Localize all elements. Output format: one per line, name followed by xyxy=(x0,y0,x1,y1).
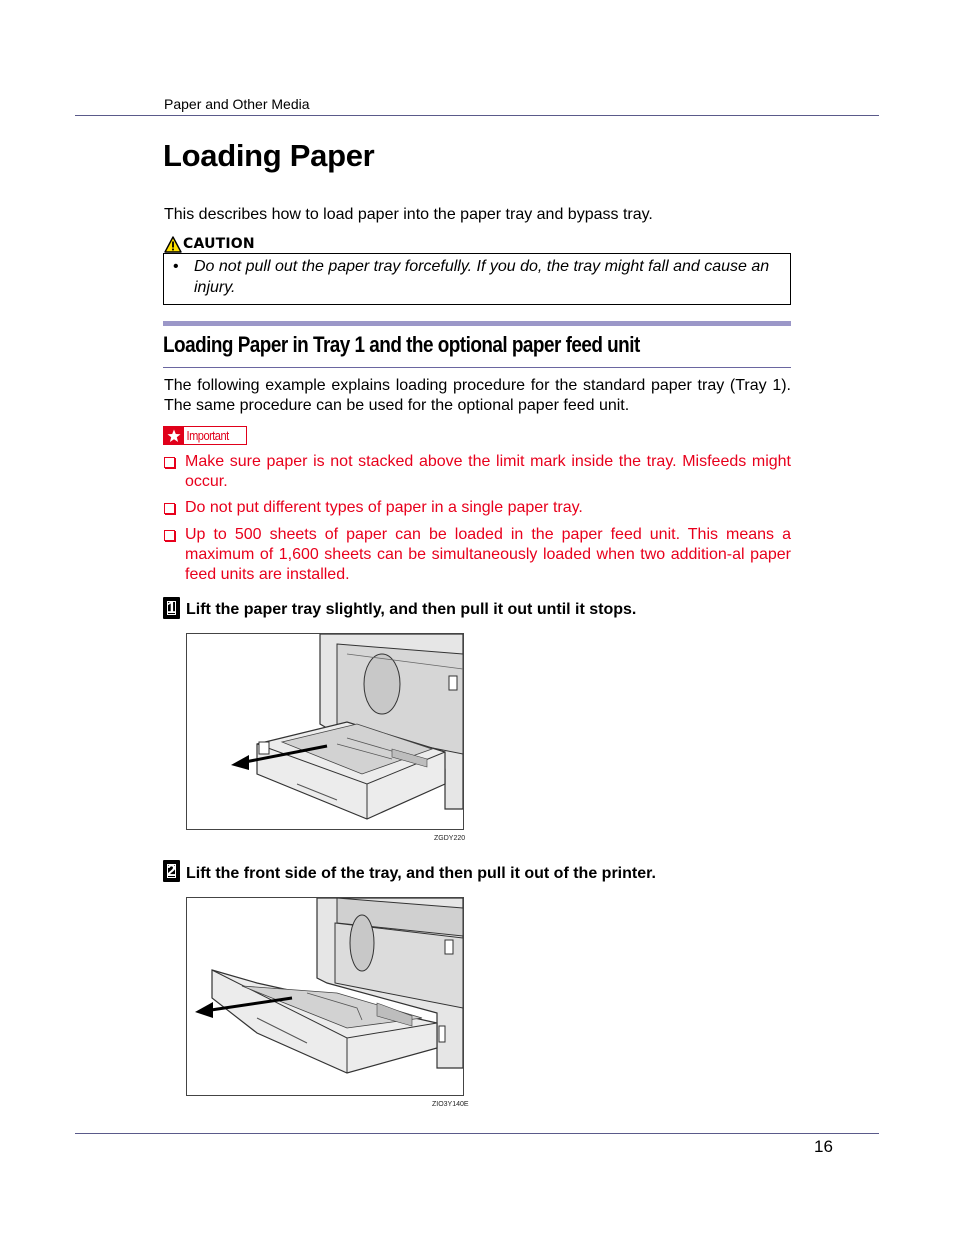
section-title: Loading Paper in Tray 1 and the optional paper feed unit xyxy=(163,332,640,357)
important-item-text: Make sure paper is not stacked above the limit mark inside the tray. Misfeeds might occur. xyxy=(185,453,791,490)
running-header: Paper and Other Media xyxy=(164,96,310,112)
page-number: 16 xyxy=(814,1137,833,1156)
step-1-text: Lift the paper tray slightly, and then pull it out until it stops. xyxy=(186,601,637,618)
printer-tray-illustration xyxy=(187,634,463,829)
figure-2-code: ZIO3Y140E xyxy=(432,1101,469,1108)
important-item xyxy=(164,525,791,585)
section-paragraph: The following example explains loading procedure for the standard paper tray (Tray 1). The same procedure can be used for the optional paper feed unit. xyxy=(164,377,791,414)
footer-rule xyxy=(75,1133,879,1134)
important-item-text: Up to 500 sheets of paper can be loaded in the paper feed unit. This means a maximum of 1,600 sheets can be simultaneously loaded when two addition-al paper feed units are installed. xyxy=(185,526,791,583)
figure-step-2 xyxy=(186,897,464,1096)
figure-step-1 xyxy=(186,633,464,830)
step-2-text: Lift the front side of the tray, and then pull it out of the printer. xyxy=(186,865,656,882)
figure-1-code: ZGDY220 xyxy=(434,835,466,842)
important-item xyxy=(164,452,791,492)
caution-label xyxy=(164,235,255,253)
caution-text: CAUTION xyxy=(183,236,255,252)
printer-tray-illustration xyxy=(187,898,463,1095)
step-number-2: 2 xyxy=(163,860,180,882)
important-badge xyxy=(163,426,247,445)
checkbox-icon xyxy=(164,457,175,468)
caution-box xyxy=(163,253,791,305)
section-rule xyxy=(163,367,791,368)
header-rule xyxy=(75,115,879,116)
important-label: Important xyxy=(186,428,229,443)
section-bar xyxy=(163,321,791,326)
step-number-1: 1 xyxy=(163,597,180,619)
important-item xyxy=(164,498,791,518)
checkbox-icon xyxy=(164,530,175,541)
intro-paragraph: This describes how to load paper into the paper tray and bypass tray. xyxy=(164,206,653,223)
checkbox-icon xyxy=(164,503,175,514)
important-item-text: Do not put different types of paper in a single paper tray. xyxy=(185,499,583,516)
warning-triangle-icon xyxy=(164,236,182,253)
caution-bullet: • xyxy=(173,258,179,275)
star-icon xyxy=(164,427,184,444)
page-title: Loading Paper xyxy=(163,138,375,173)
caution-body: Do not pull out the paper tray forcefully. If you do, the tray might fall and cause an injury. xyxy=(194,258,770,296)
